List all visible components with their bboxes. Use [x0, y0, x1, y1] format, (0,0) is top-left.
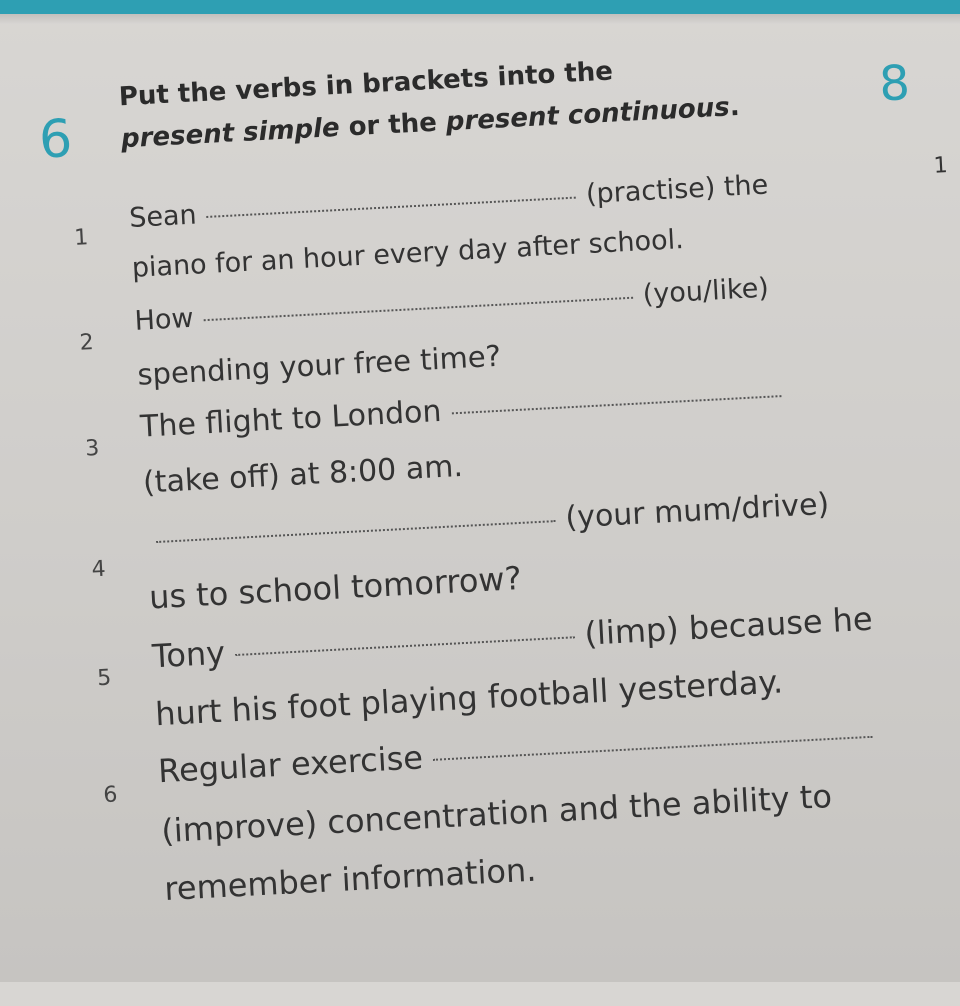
- item-line-2: piano for an hour every day after school.: [131, 224, 685, 284]
- item-line-2: us to school tomorrow?: [148, 558, 523, 617]
- instruction-line-1: Put the verbs in brackets into the: [118, 56, 614, 113]
- item-number: 6: [102, 782, 119, 809]
- answer-blank[interactable]: [235, 634, 575, 656]
- tense-present-continuous: present continuous: [445, 92, 731, 138]
- item-text: Sean: [128, 199, 198, 234]
- instruction-period: .: [728, 91, 741, 123]
- answer-blank[interactable]: [203, 294, 633, 320]
- item-line-3: remember information.: [163, 850, 538, 909]
- item-text: Regular exercise: [157, 738, 424, 791]
- exercise-instruction: [118, 39, 841, 161]
- answer-blank[interactable]: [156, 518, 556, 543]
- item-text: How: [133, 302, 195, 337]
- item-line-1: [145, 487, 830, 558]
- side-exercise-number: 8: [877, 54, 912, 113]
- verb-cue: (you/like): [642, 272, 770, 311]
- item-number: 1: [73, 225, 89, 251]
- verb-cue: (practise) the: [585, 169, 769, 211]
- item-line-2: spending your free time?: [136, 338, 502, 392]
- exercise-number: 6: [37, 108, 74, 171]
- answer-blank[interactable]: [451, 393, 781, 414]
- item-line-2: (take off) at 8:00 am.: [142, 448, 464, 501]
- side-margin-mark: 1: [932, 153, 949, 179]
- item-number: 3: [84, 435, 100, 462]
- item-number: 4: [90, 556, 107, 583]
- answer-blank[interactable]: [433, 734, 873, 761]
- tense-present-simple: present simple: [120, 112, 341, 155]
- item-text: Tony: [151, 633, 227, 676]
- item-line-2: (improve) concentration and the ability to: [160, 777, 833, 851]
- item-line-1: [134, 273, 770, 337]
- item-text: The flight to London: [139, 393, 443, 445]
- item-number: 5: [96, 665, 112, 692]
- item-line-2: hurt his foot playing football yesterday.: [154, 662, 784, 734]
- answer-blank[interactable]: [207, 194, 577, 217]
- verb-cue: (your mum/drive): [564, 486, 830, 536]
- instruction-connector: or the: [338, 107, 447, 143]
- verb-cue: (limp) because he: [583, 599, 874, 653]
- item-number: 2: [79, 330, 95, 356]
